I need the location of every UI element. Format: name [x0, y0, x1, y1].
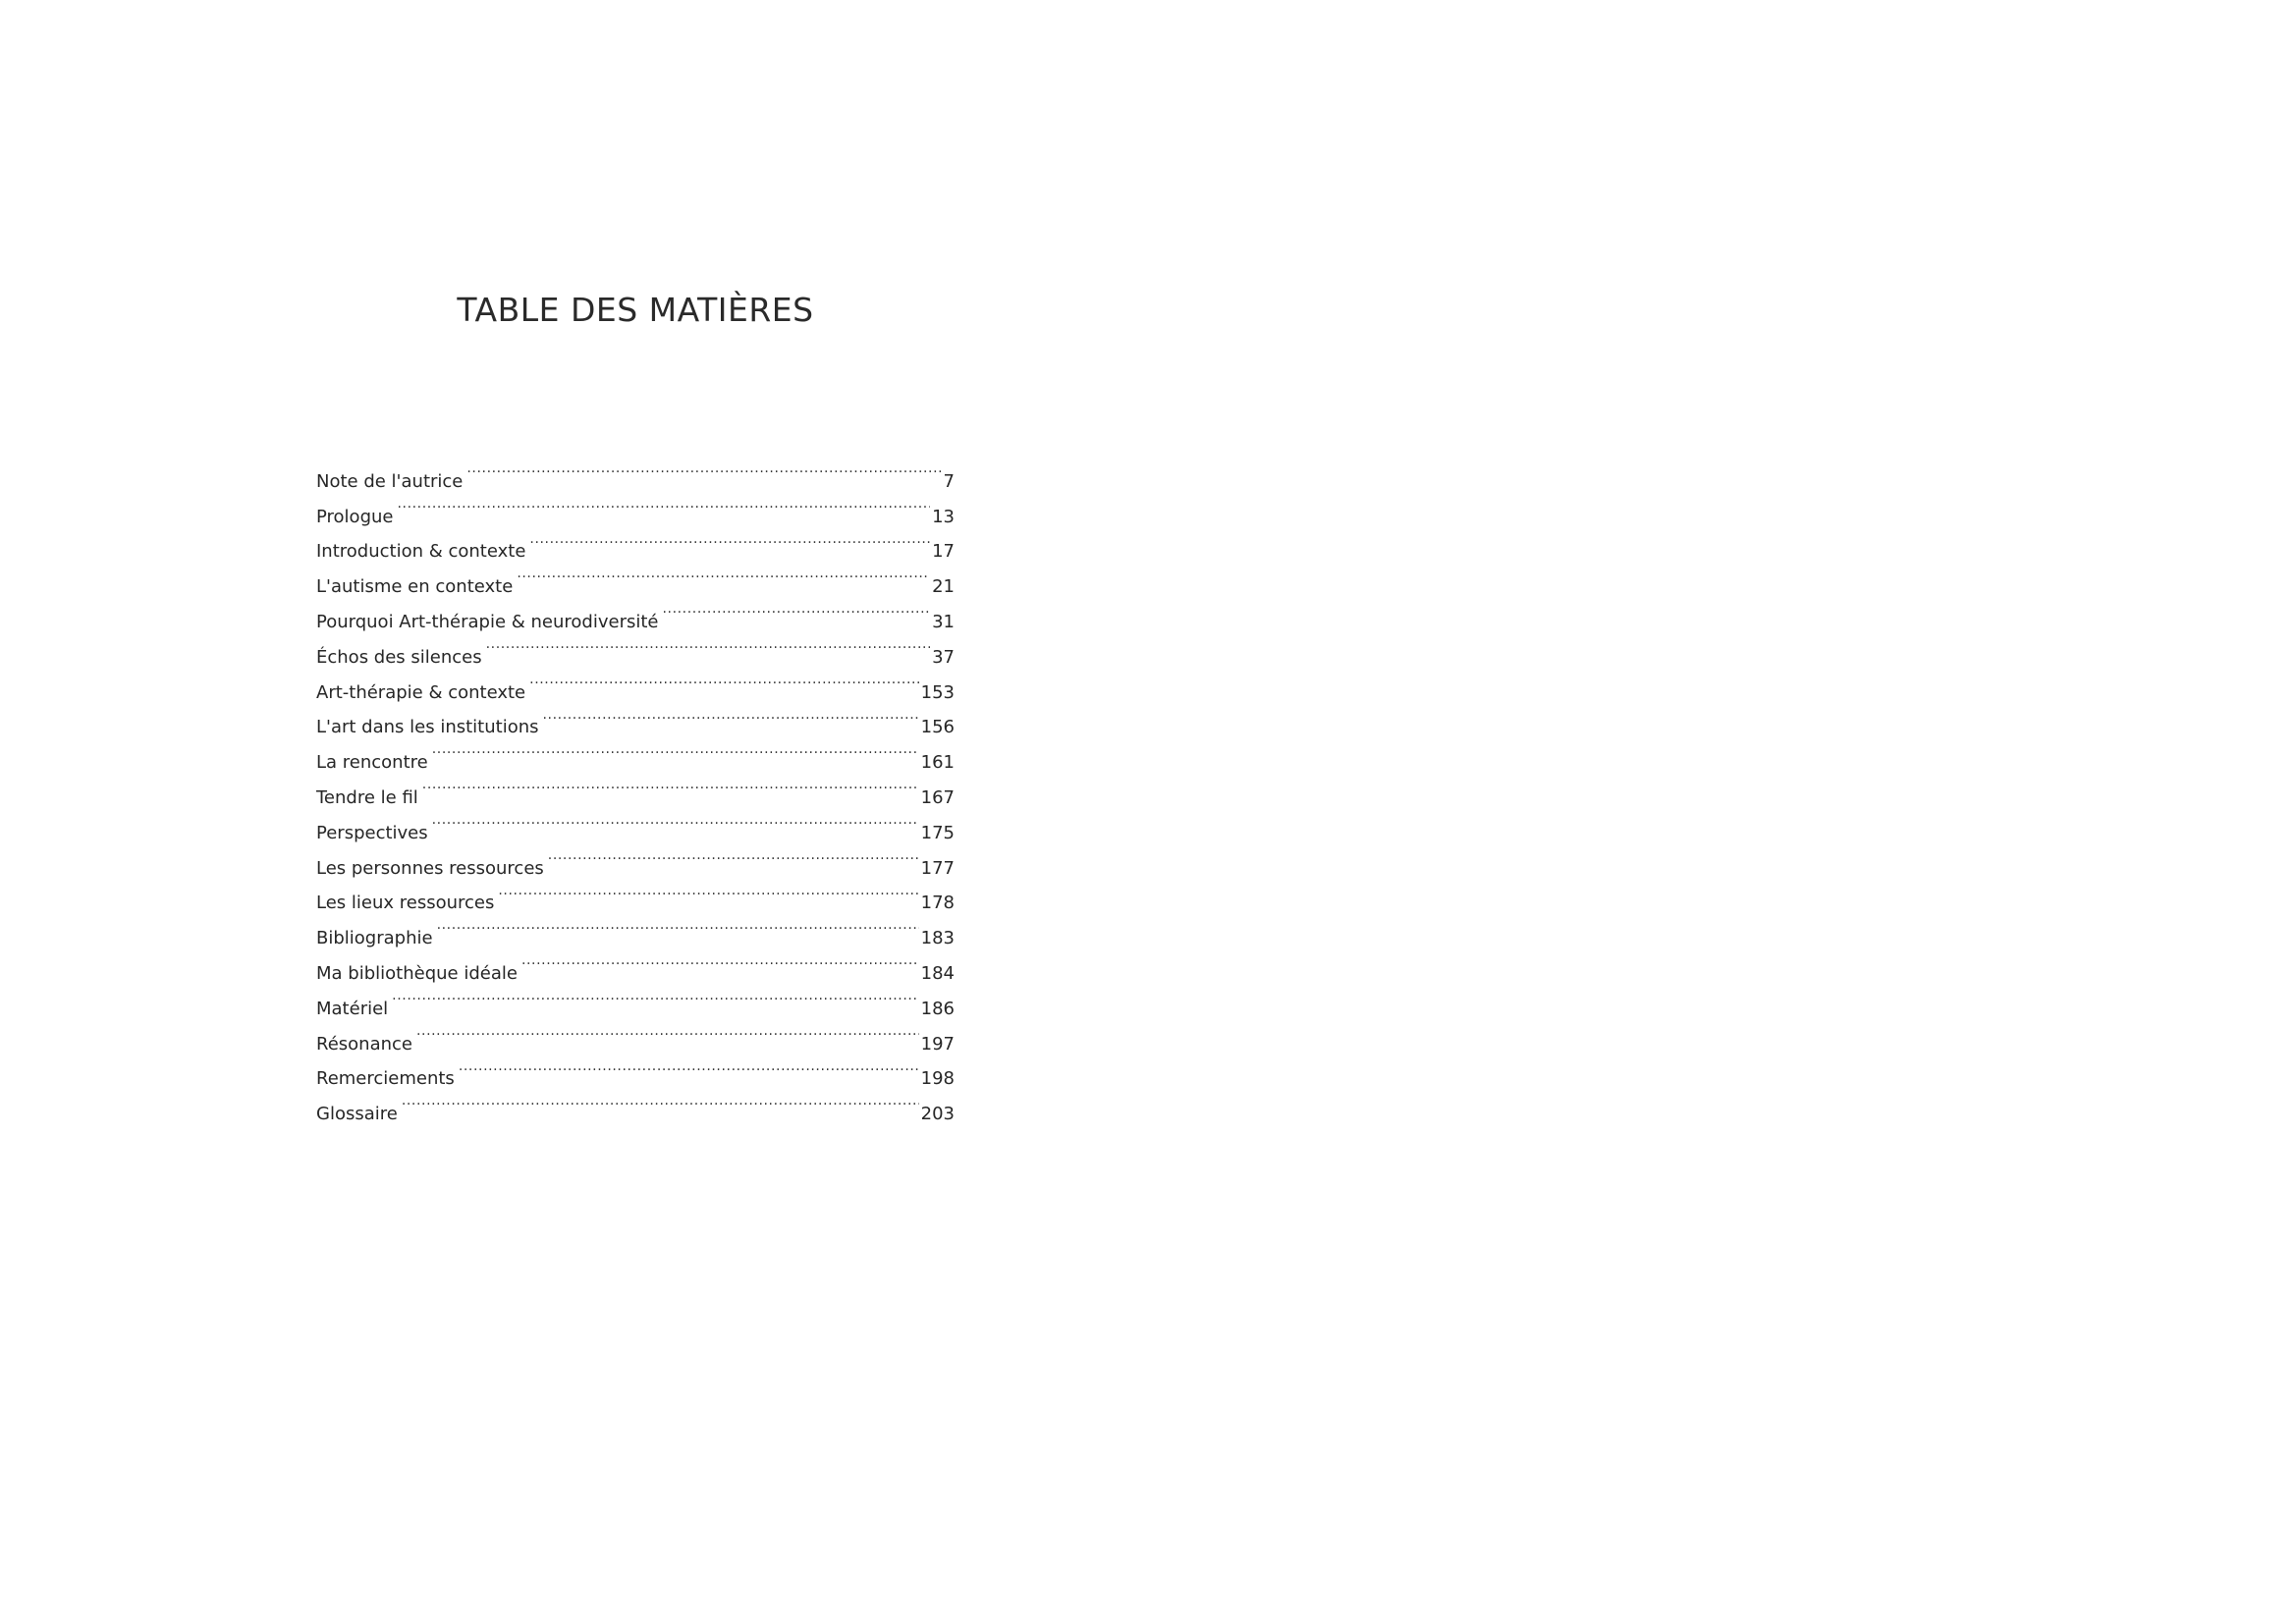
toc-list	[316, 452, 955, 1125]
toc-entry-label: L'autisme en contexte	[316, 576, 514, 598]
toc-entry-label: Art-thérapie & contexte	[316, 681, 526, 703]
toc-entry-page: 7	[943, 470, 955, 492]
toc-entry-page: 184	[920, 962, 955, 984]
toc-entry	[316, 1084, 955, 1125]
toc-entry-page: 178	[920, 893, 955, 914]
toc-dot-leader	[662, 592, 930, 627]
toc-entry-page: 31	[932, 611, 955, 632]
toc-dot-leader	[466, 452, 941, 487]
toc-title: TABLE DES MATIÈRES	[457, 291, 814, 329]
toc-dot-leader	[529, 663, 919, 698]
toc-entry-label: Note de l'autrice	[316, 470, 464, 492]
toc-dot-leader	[416, 1014, 919, 1050]
toc-entry	[316, 522, 955, 563]
toc-dot-leader	[402, 1084, 919, 1119]
toc-dot-leader	[459, 1050, 919, 1085]
toc-entry	[316, 452, 955, 492]
toc-entry-page: 161	[920, 752, 955, 774]
toc-dot-leader	[486, 627, 930, 663]
toc-entry-page: 17	[932, 541, 955, 563]
toc-dot-leader	[543, 698, 919, 733]
toc-entry-page: 175	[920, 822, 955, 843]
toc-dot-leader	[392, 979, 918, 1014]
toc-entry-page: 197	[920, 1033, 955, 1055]
toc-entry-label: Glossaire	[316, 1104, 398, 1125]
toc-entry-page: 183	[920, 928, 955, 949]
toc-entry-page: 177	[920, 857, 955, 879]
toc-dot-leader	[437, 908, 919, 944]
toc-entry-label: Résonance	[316, 1033, 412, 1055]
toc-dot-leader	[529, 522, 930, 558]
toc-entry-label: Matériel	[316, 998, 389, 1019]
toc-dot-leader	[521, 944, 919, 979]
toc-entry-label: Échos des silences	[316, 646, 482, 668]
toc-entry-label: Bibliographie	[316, 928, 433, 949]
toc-dot-leader	[432, 732, 919, 768]
toc-entry-label: Remerciements	[316, 1068, 455, 1090]
toc-entry-label: Les personnes ressources	[316, 857, 544, 879]
toc-dot-leader	[432, 803, 919, 839]
toc-entry	[316, 487, 955, 527]
toc-entry-page: 37	[932, 646, 955, 668]
toc-entry-label: Perspectives	[316, 822, 428, 843]
toc-entry-page: 167	[920, 786, 955, 808]
toc-dot-leader	[517, 557, 930, 592]
toc-entry-page: 198	[920, 1068, 955, 1090]
toc-entry-page: 13	[932, 506, 955, 527]
toc-dot-leader	[498, 874, 918, 909]
toc-entry-page: 153	[920, 681, 955, 703]
toc-entry-label: Pourquoi Art-thérapie & neurodiversité	[316, 611, 659, 632]
toc-entry-page: 21	[932, 576, 955, 598]
toc-entry-label: Prologue	[316, 506, 394, 527]
toc-entry	[316, 1014, 955, 1055]
toc-dot-leader	[548, 839, 919, 874]
toc-entry-page: 186	[920, 998, 955, 1019]
toc-entry-label: Les lieux ressources	[316, 893, 495, 914]
toc-entry-label: Introduction & contexte	[316, 541, 526, 563]
toc-entry-page: 203	[920, 1104, 955, 1125]
toc-dot-leader	[397, 487, 930, 522]
toc-entry-label: La rencontre	[316, 752, 428, 774]
toc-entry-label: Tendre le fil	[316, 786, 418, 808]
toc-dot-leader	[422, 768, 919, 803]
toc-entry	[316, 979, 955, 1019]
toc-entry-label: Ma bibliothèque idéale	[316, 962, 518, 984]
toc-entry-page: 156	[920, 717, 955, 738]
toc-entry-label: L'art dans les institutions	[316, 717, 539, 738]
